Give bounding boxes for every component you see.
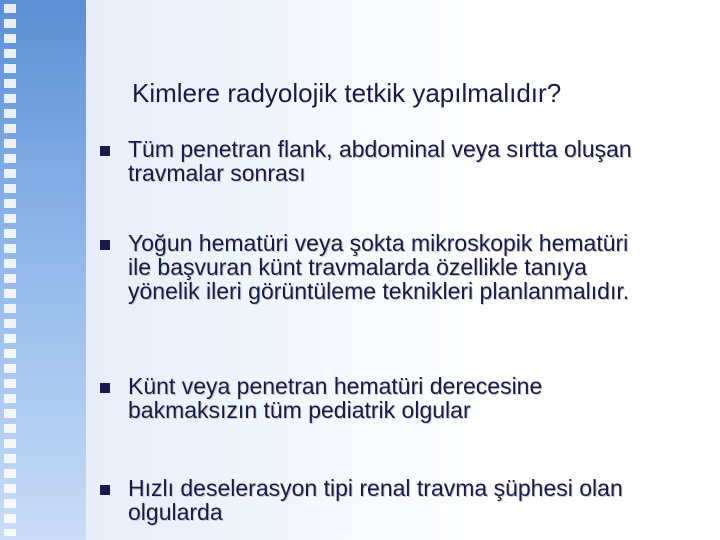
- square-bullet-icon: [100, 240, 110, 250]
- slide-title: Kimlere radyolojik tetkik yapılmalıdır?: [132, 78, 562, 108]
- bullet-text: Yoğun hematüri veya şokta mikroskopik hematüri ile başvuran künt travmalarda özellikle tanıya yönelik ileri görüntüleme teknikleri planlanmalıdır.: [128, 230, 630, 304]
- bullet-item-1: [100, 137, 690, 185]
- square-bullet-icon: [100, 485, 110, 495]
- bullet-text: Künt veya penetran hematüri derecesine bakmaksızın tüm pediatrik olgular: [128, 373, 543, 423]
- bullet-text: Tüm penetran flank, abdominal veya sırtta oluşan travmalar sonrası: [128, 136, 632, 186]
- bullet-item-2: [100, 231, 690, 303]
- left-decorative-band: [0, 0, 86, 540]
- bullet-item-4: [100, 476, 690, 524]
- square-bullet-icon: [100, 383, 110, 393]
- square-bullet-icon: [100, 146, 110, 156]
- bullet-text: Hızlı deselerasyon tipi renal travma şüphesi olan olgularda: [128, 475, 623, 525]
- square-pattern: [4, 4, 16, 536]
- bullet-item-3: [100, 374, 690, 422]
